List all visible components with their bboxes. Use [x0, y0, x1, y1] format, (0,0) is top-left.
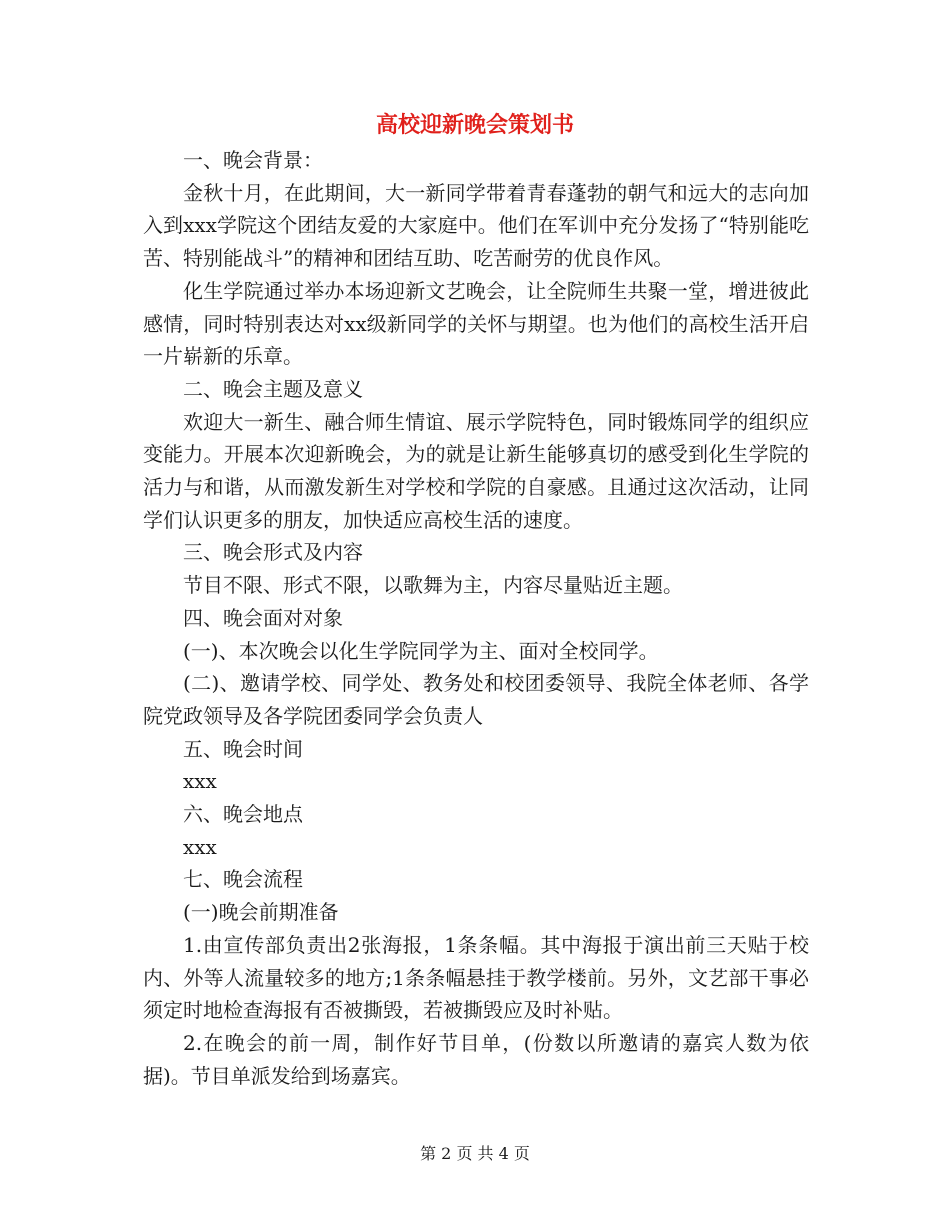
document-body	[143, 144, 809, 1092]
paragraph: (一)、本次晚会以化生学院同学为主、面对全校同学。	[183, 638, 659, 663]
section-heading-theme: 二、晚会主题及意义	[183, 376, 363, 401]
paragraph: 欢迎大一新生、融合师生情谊、展示学院特色，同时锻炼同学的组织应变能力。开展本次迎新晚会，为的就是让新生能够真切的感受到化生学院的活力与和谐，从而激发新生对学校和学院的自豪感。且通过这次活动，让同学们认识更多的朋友，加快适应高校生活的速度。	[143, 409, 809, 532]
section-heading-background: 一、晚会背景：	[183, 148, 323, 172]
paragraph: 1.由宣传部负责出2张海报，1条条幅。其中海报于演出前三天贴于校内、外等人流量较多的地方;1条条幅悬挂于教学楼前。另外，文艺部干事必须定时地检查海报有否被撕毁，若被撕毁应及时补贴。	[143, 932, 809, 1023]
page-footer: 第 2 页 共 4 页	[420, 1144, 530, 1163]
paragraph: 节目不限、形式不限，以歌舞为主，内容尽量贴近主题。	[183, 573, 683, 598]
paragraph: 2.在晚会的前一周，制作好节目单，(份数以所邀请的嘉宾人数为依据)。节目单派发给到场嘉宾。	[143, 1030, 809, 1088]
paragraph: xxx	[183, 769, 217, 794]
paragraph: 金秋十月，在此期间，大一新同学带着青春蓬勃的朝气和远大的志向加入到xxx学院这个团结友爱的大家庭中。他们在军训中充分发扬了“特别能吃苦、特别能战斗”的精神和团结互助、吃苦耐劳的优良作风。	[143, 180, 809, 271]
document-title: 高校迎新晚会策划书	[375, 112, 574, 138]
section-heading-time: 五、晚会时间	[183, 736, 303, 761]
section-heading-procedure: 七、晚会流程	[183, 867, 303, 892]
paragraph: (二)、邀请学校、同学处、教务处和校团委领导、我院全体老师、各学院党政领导及各学院团委同学会负责人	[143, 671, 809, 728]
paragraph: 化生学院通过举办本场迎新文艺晚会，让全院师生共聚一堂，增进彼此感情，同时特别表达对xx级新同学的关怀与期望。也为他们的高校生活开启一片崭新的乐章。	[143, 278, 809, 369]
section-heading-audience: 四、晚会面对对象	[183, 605, 343, 630]
subsection-heading: (一)晚会前期准备	[183, 900, 339, 925]
section-heading-format: 三、晚会形式及内容	[183, 540, 363, 565]
paragraph: xxx	[183, 834, 217, 859]
section-heading-location: 六、晚会地点	[183, 802, 303, 827]
